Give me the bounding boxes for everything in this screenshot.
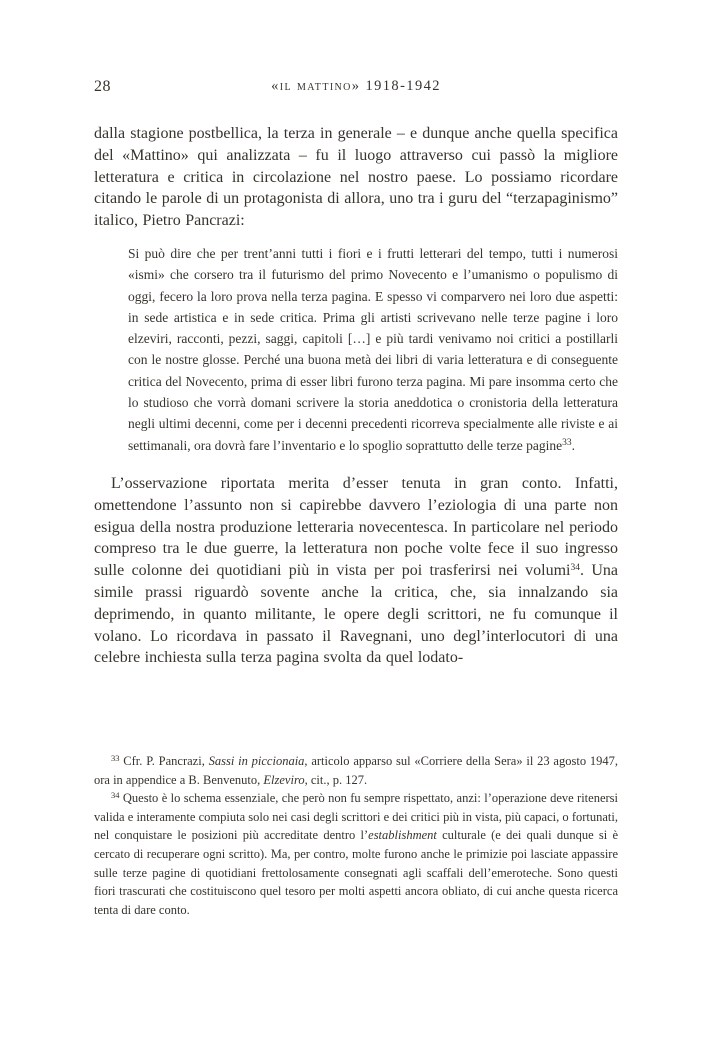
footnote-34 xyxy=(94,789,618,919)
pancrazi-block-quote xyxy=(94,243,618,456)
paragraph-1: dalla stagione postbellica, la terza in generale – e dunque anche quella specifica del «Mattino» qui analizzata – fu il luogo attraverso cui passò la migliore letteratura e critica in circolazione nel nostro paese. Lo possiamo ricordare citando le parole di un protagonista di allora, uno tra i guru del “terzapaginismo” italico, Pietro Pancrazi: xyxy=(94,125,618,230)
footnote-34-text-2: culturale (e dei quali dunque si è cercato di recuperare ogni scritto). Ma, per contro, molte furono anche le primizie poi lasciate appassire sulle terze pagine di quotidiani frettolosamente consegnati agli scaffali dell’emeroteche. Sono questi fiori trascurati che costituiscono quel tesoro per molti aspetti ancora obliato, di cui anche questa ricerca tenta di dare conto. xyxy=(94,828,619,917)
footnote-34-marker: 34 xyxy=(111,790,120,801)
footnote-33-work-title-2: Elzeviro xyxy=(263,772,305,787)
running-header xyxy=(94,78,618,97)
page-body xyxy=(94,123,618,669)
footnote-33 xyxy=(94,752,618,789)
quote-tail: . xyxy=(571,437,575,453)
footnote-ref-34: 34 xyxy=(570,563,580,574)
footnote-33-text: Cfr. P. Pancrazi, xyxy=(123,754,209,768)
footnote-33-text-3: , cit., p. 127. xyxy=(304,772,368,787)
footnote-33-work-title: Sassi in piccionaia xyxy=(208,754,305,768)
page-number: 28 xyxy=(94,78,111,95)
paragraph-2-continuation: . Una simile prassi riguardò sovente anche la critica, che, sia innalzando sia deprimendo, in quanto militante, le opere degli scrittori, ne fu comunque il volano. Lo ricordava in passato il Ravegnani, uno degl’interlocutori di una celebre inchiesta sulla terza pagina svolta da quel lodato- xyxy=(94,562,619,667)
footnote-34-italic-term: establishment xyxy=(368,828,437,843)
footnote-33-text-2: , articolo apparso sul «Corriere della Sera» il 23 agosto 1947, ora in appendice a B. Benvenuto, xyxy=(94,754,618,787)
paragraph-2-text: L’osservazione riportata merita d’esser tenuta in gran conto. Infatti, omettendone l’assunto non si capirebbe davvero l’eziologia di una parte non esigua della nostra produzione letteraria novecentesca. In particolare nel periodo compreso tra le due guerre, la letteratura non poche volte fece il suo ingresso sulle colonne dei quotidiani più in vista per poi trasferirsi nei volumi xyxy=(94,474,618,580)
footnote-ref-33: 33 xyxy=(562,437,572,448)
footnotes-section xyxy=(94,752,618,919)
footnote-33-marker: 33 xyxy=(111,753,120,763)
quote-text: Si può dire che per trent’anni tutti i fiori e i frutti letterari del tempo, tutti i numerosi «ismi» che corsero tra il futurismo del primo Novecento e l’umanismo o populismo di oggi, fecero la loro prova nella terza pagina. E spesso vi comparvero nei loro due aspetti: in sede artistica e in sede critica. Prima gli artisti scrivevano nelle terze pagine i loro elzeviri, racconti, pezzi, saggi, capitoli […] e più tardi venivamo noi critici a postillarli con le nostre glosse. Perché una buona metà dei libri di varia letteratura e di conseguente critica del Novecento, prima di esser libri furono terza pagina. Mi pare insomma certo che lo studioso che vorrà domani scrivere la storia aneddotica o cronistoria della letteratura negli ultimi decenni, come per i decenni precedenti ricorreva specialmente alle riviste e ai settimanali, ora dovrà fare l’inventario e lo spoglio soprattutto delle terze pagine xyxy=(128,245,618,453)
paragraph-2 xyxy=(94,473,618,669)
running-head-title: «il mattino» 1918-1942 xyxy=(271,78,441,94)
footnote-34-text: Questo è lo schema essenziale, che però non fu sempre rispettato, anzi: l’operazione deve ritenersi valida e interamente compiuta solo nei casi degli scrittori e dei critici più in vista, più capaci, o fortunati, nel conquistare le posizioni più accreditate dentro l’ xyxy=(94,791,619,843)
